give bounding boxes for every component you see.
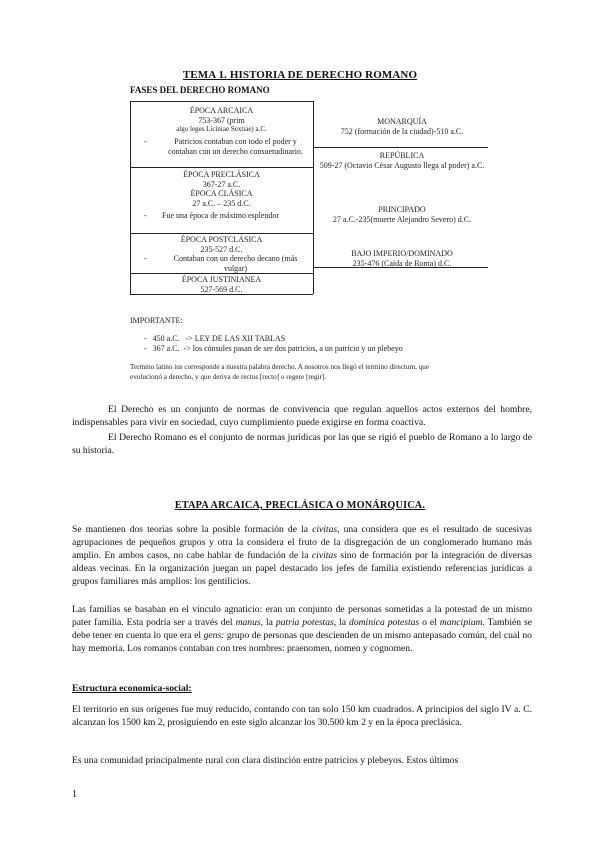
era-dates: 367-27 a.C. (202, 179, 241, 189)
intro-paragraph-2: El Derecho Romano es el conjunto de normas jurídicas por las que se rigió el pueblo de Romano a lo largo de su historia. (72, 432, 532, 456)
era-dates: 27 a.C. – 235 d.C. (192, 198, 251, 208)
era-note: algo leges Liciniae Sextiae) a.C. (176, 125, 267, 133)
clasica-bullet: - Fue una época de máximo esplendor (144, 211, 280, 220)
table-top-border (130, 101, 313, 102)
era-name: ÉPOCA POSTCLÁSICA (180, 235, 263, 244)
latin-term: manus (235, 617, 261, 628)
table-bottom-border (130, 294, 313, 295)
latin-term: gens: (203, 630, 225, 641)
period-principado (316, 205, 488, 224)
table-divider (313, 101, 314, 294)
phases-table (130, 101, 488, 294)
era-postclasica (130, 235, 313, 254)
subheading: Estructura economica-social: (72, 683, 192, 694)
section-paragraph-2: Las familias se basaban en el vínculo agnaticio: eran un conjunto de personas sometidas a la potestad de un mismo pater familia. Esta podría ser a través del manus, la patria potestas, la dominica potestas o el mancipium. También se debe tener en cuenta lo que era el gens: grupo de personas que descienden de un mismo antepasado común, del cual no hay memoria. Los romanos contaban con tres nombres: praenomen, nomen y cognomen. (72, 604, 532, 654)
postclasica-bullet: - Contaban con un derecho decano (más vulgar) (144, 254, 298, 273)
section-paragraph-4: Es una comunidad principalmente rural con clara distinción entre patricios y plebeyos. Estos últimos (72, 755, 459, 766)
era-arcaica (130, 106, 313, 135)
period-monarquia (316, 117, 488, 136)
period-dates: 509-27 (Octavio César Augusto llega al poder) a.C. (319, 160, 485, 170)
latin-term: civitas (312, 524, 338, 535)
row-separator (130, 273, 313, 274)
era-dates: 527-569 d.C. (200, 284, 243, 294)
importante-label: IMPORTANTE: (130, 316, 183, 325)
era-name: ÉPOCA ARCAICA (189, 106, 254, 115)
era-name: ÉPOCA CLÁSICA (190, 189, 253, 198)
period-name: BAJO IMPERIO/DOMINADO (351, 249, 453, 258)
era-preclasica (130, 170, 313, 208)
page-number: 1 (72, 789, 77, 800)
period-dates: 752 (formación de la ciudad)-510 a.C. (340, 126, 464, 136)
era-name: ÉPOCA PRECLÁSICA (183, 170, 260, 179)
latin-term: dominica potestas (349, 617, 420, 628)
period-name: PRINCIPADO (378, 205, 426, 214)
period-name: REPÚBLICA (379, 151, 425, 160)
intro-paragraph-1: El Derecho es un conjunto de normas de convivencia que regulan aquellos actos externos del hombre, indispensables para vivir en sociedad, cuyo cumplimiento puede exigirse en forma coactiva. (72, 404, 532, 428)
row-separator (130, 233, 313, 234)
arcaica-bullet: - Patricios contaban con todo el poder y contaban con un derecho consuetudinario. (144, 137, 303, 156)
row-separator (130, 167, 313, 168)
importante-item: - 367 a.C. -> los cónsules pasan de ser dos patricios, a un patricio y un plebeyo (144, 344, 403, 353)
period-dates: 235-476 (Caída de Roma) d.C. (352, 258, 452, 268)
latin-term: mancipium (439, 617, 483, 628)
period-name: MONARQUÍA (377, 117, 427, 126)
importante-item: - 450 a.C. -> LEY DE LAS XII TABLAS (144, 334, 286, 343)
ius-note-line2: evolucionó a derecho, y que deriva de rectus [recto] o regere [regir]. (130, 373, 327, 381)
section-paragraph-1: Se mantienen dos teorías sobre la posible formación de la civitas, una considera que es el resultado de sucesivas agrupaciones de pequeños grupos y otra la considera el fruto de la disgregación de un conglomerado humano más amplio. En ambos casos, no cabe hablar de fundación de la civitas sino de formación por la integración de diversas aldeas vecinas. En la organización juegan un papel destacado los jefes de familia existiendo referencias jurídicas a grupos familiares más amplios: los gentilicios. (72, 524, 532, 587)
row-separator (313, 147, 488, 148)
ius-note-line1: Termino latino ius corresponde a nuestra palabra derecho. A nosotros nos llegó el termino directum, que (130, 363, 430, 371)
fases-heading: FASES DEL DERECHO ROMANO (130, 85, 270, 95)
latin-term: civitas (311, 550, 337, 561)
era-dates: 753-367 (prim (198, 115, 245, 125)
section-paragraph-3: El territorio en sus orígenes fue muy reducido, contando con tan solo 150 km cuadrados. A principios del siglo IV a. C. alcanzan los 1500 km 2, prosiguiendo en este siglo alcanzar los 30.500 km 2 y en la época preclásica. (72, 704, 532, 728)
era-justinianea (130, 275, 313, 294)
era-name: ÉPOCA JUSTINIANEA (181, 275, 262, 284)
document-title: TEMA 1. HISTORIA DE DERECHO ROMANO (182, 69, 418, 81)
era-dates: 235-527 d.C. (200, 244, 243, 254)
section-title: ETAPA ARCAICA, PRECLÁSICA O MONÁRQUICA. (174, 500, 426, 511)
latin-term: patria potestas (275, 617, 334, 628)
period-bajo-imperio (316, 249, 488, 268)
period-republica (316, 151, 488, 170)
period-dates: 27 a.C.-235(muerte Alejandro Severo) d.C. (332, 214, 472, 224)
